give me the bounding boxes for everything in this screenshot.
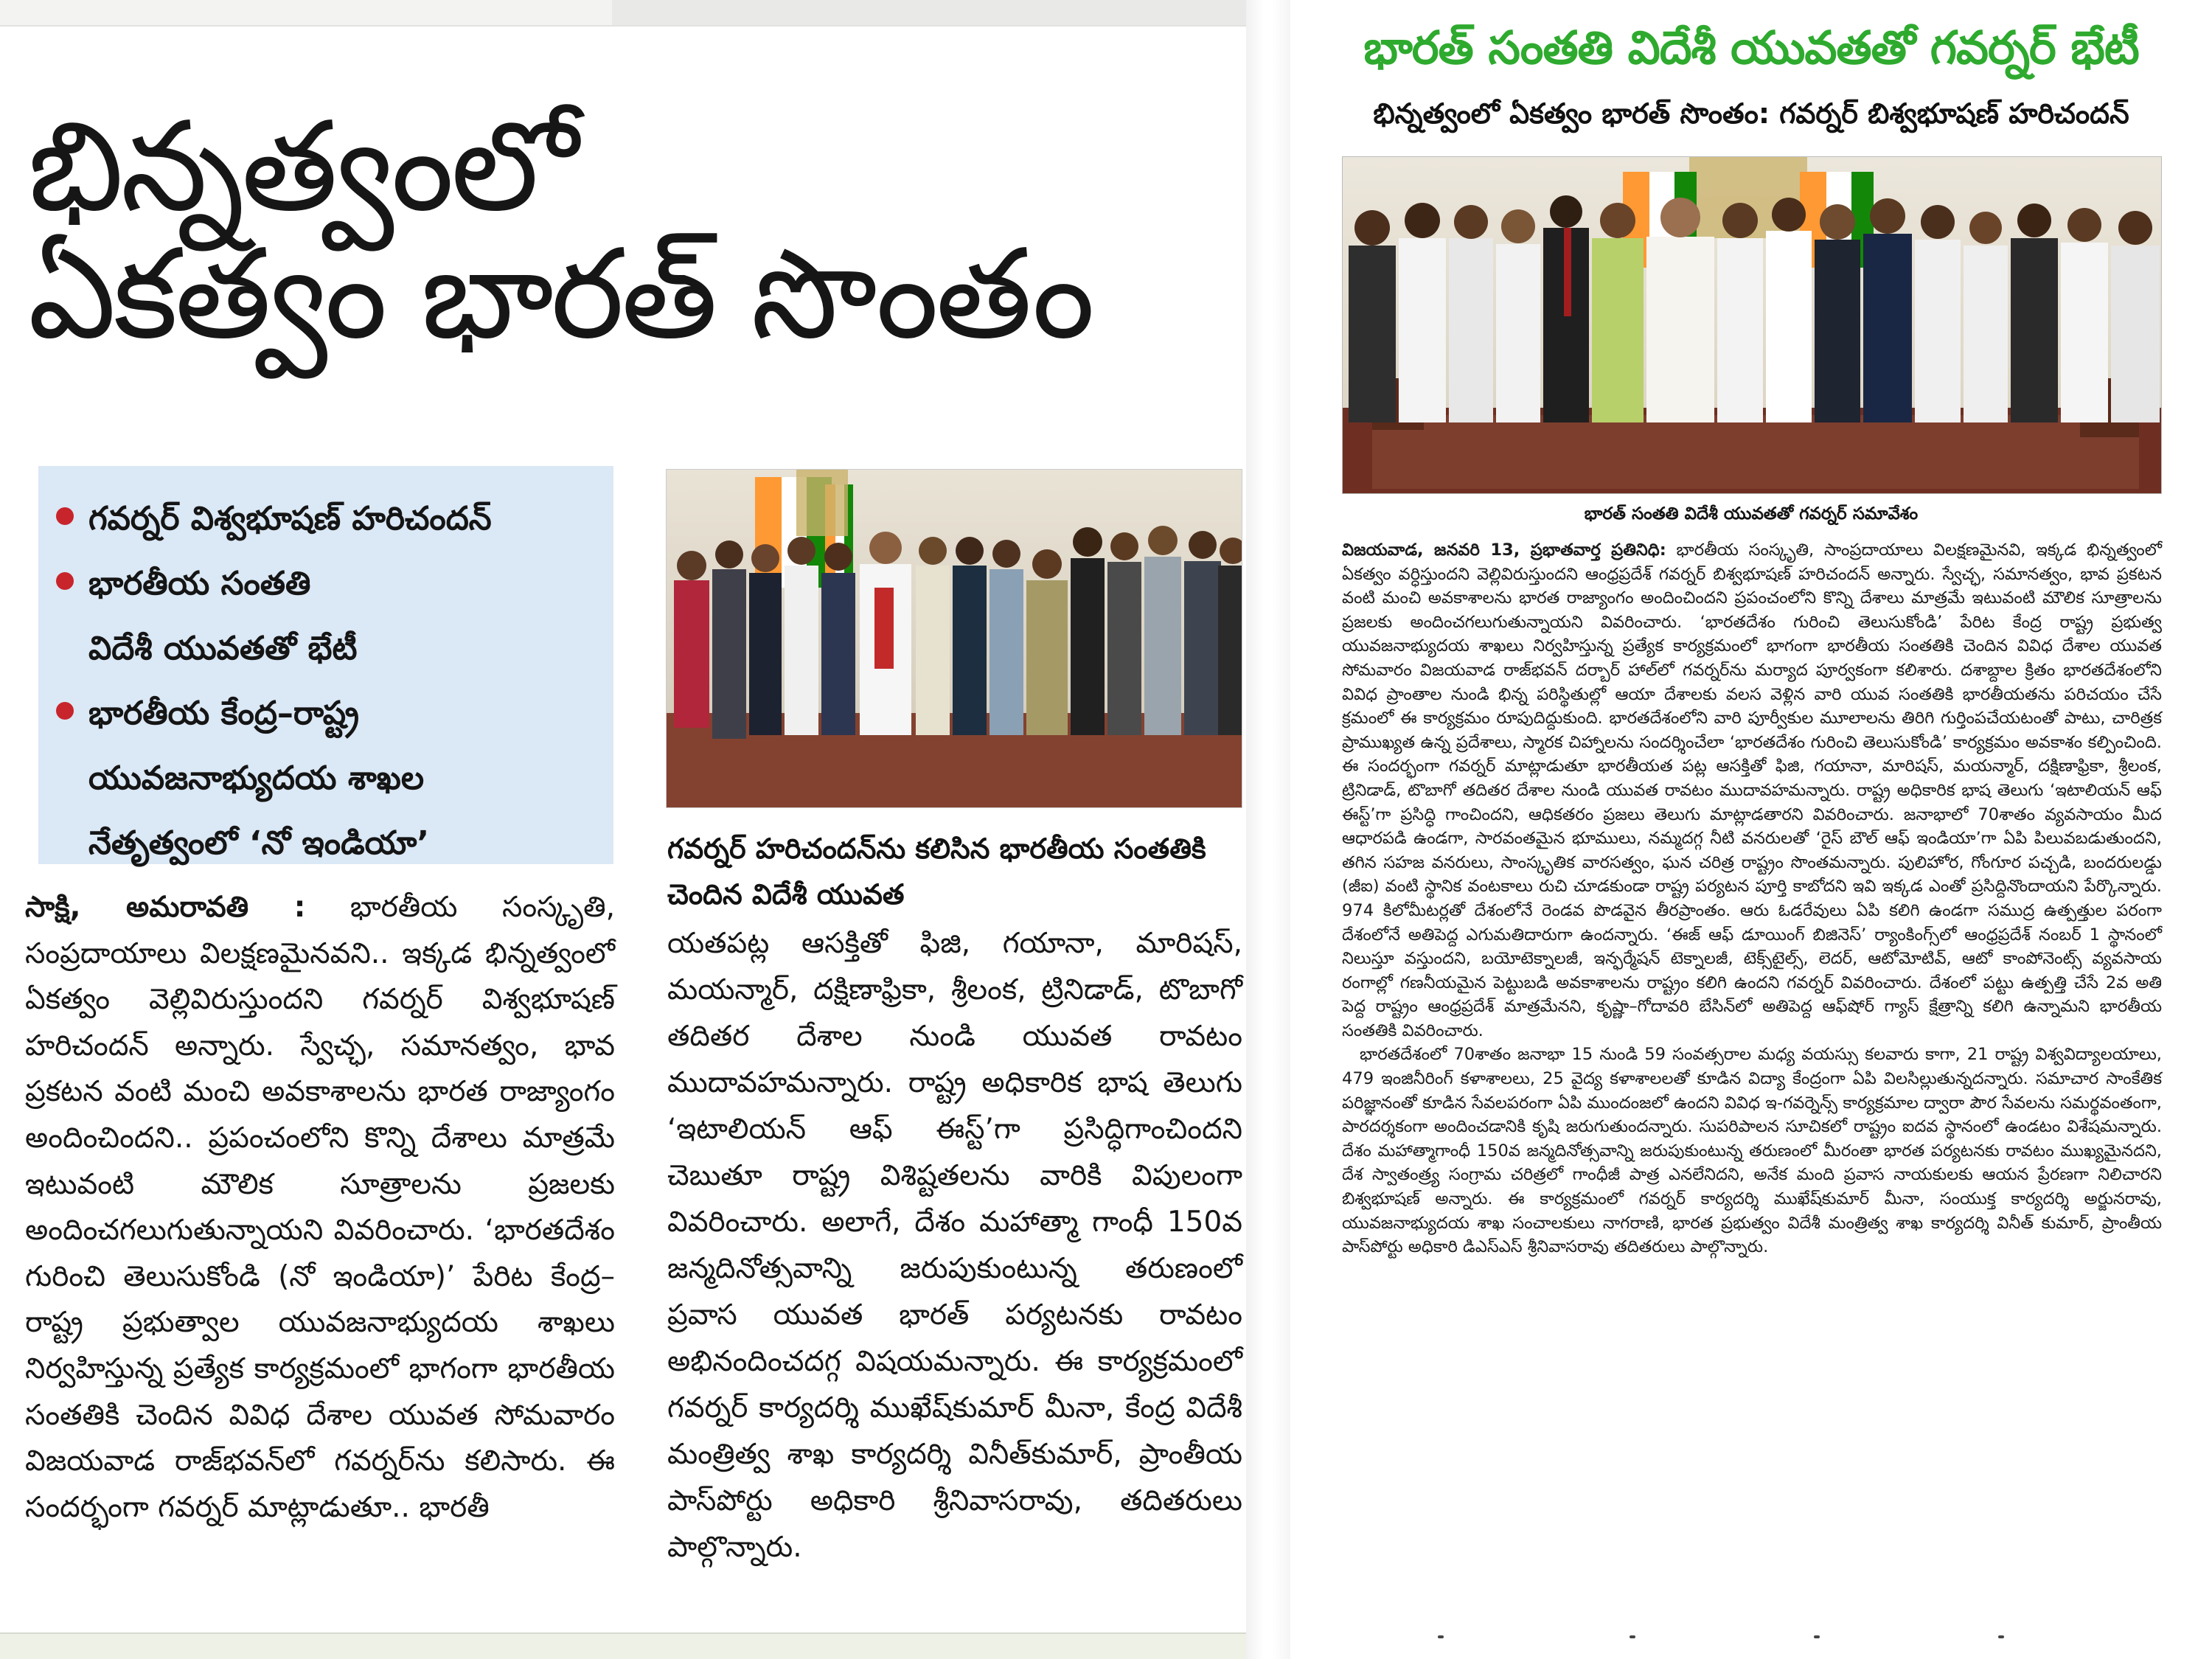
top-page-strip — [0, 0, 1246, 27]
right-photo-caption: భారత్ సంతతి విదేశీ యువతతో గవర్నర్ సమావేశం — [1584, 504, 1919, 524]
left-body-column-2: యతపట్ల ఆసక్తితో ఫిజి, గయానా, మారిషస్, మయన్మార్, దక్షిణాఫ్రికా, శ్రీలంక, ట్రినిడాడ్, టొబాగో తదితర దేశాల నుండి యువత రావటం ముదావహమన్నారు. రాష్ట్ర అధికారిక భాష తెలుగు ‘ఇటాలియన్ ఆఫ్ ఈస్ట్’గా ప్రసిద్ధిగాంచిందని చెబుతూ రాష్ట్ర విశిష్టతలను వారికి విపులంగా వివరించారు. అలాగే, దేశం మహాత్మా గాంధీ 150వ జన్మదినోత్సవాన్ని జరుపుకుంటున్న తరుణంలో ప్రవాస యువత భారత్ పర్యటనకు రావటం అభినందించదగ్గ విషయమన్నారు. ఈ కార్యక్రమంలో గవర్నర్ కార్యదర్శి ముఖేష్‌కుమార్ మీనా, కేంద్ర విదేశీ మంత్రిత్వ శాఖ కార్యదర్శి వినీత్‌కుమార్, ప్రాంతీయ పాస్‌పోర్టు అధికారి శ్రీనివాసరావు, తదితరులు పాల్గొన్నారు. — [667, 927, 1242, 1564]
right-paragraph: విజయవాడ, జనవరి 13, ప్రభాతవార్త ప్రతినిధి: భారతీయ సంస్కృతి, సాంప్రదాయాలు విలక్షణమైనవి, ఇక్కడ భిన్నత్వంలో ఏకత్వం వర్ధిస్తుందని వెల్లివిరుస్తుందని ఆంధ్రప్రదేశ్ గవర్నర్ బిశ్వభూషణ్ హరిచందన్ అన్నారు. స్వేచ్ఛ, సమానత్వం, భావ ప్రకటన వంటి మంచి అవకాశాలను భారత రాజ్యాంగం అందించిందని ప్రపంచంలోని కొన్ని దేశాలు మాత్రమే ఇటువంటి మౌలిక సూత్రాలను ప్రజలకు అందించగలుగుతున్నాయని వివరించారు. ‘భారతదేశం గురించి తెలుసుకోండి’ పేరిట కేంద్ర రాష్ట్ర ప్రభుత్వ యువజనాభ్యుదయ శాఖలు నిర్వహిస్తున్న ప్రత్యేక కార్యక్రమంలో భాగంగా భారతీయ సంతతికి చెందిన వివిధ దేశాల యువత సోమవారం విజయవాడ రాజ్‌భవన్ దర్బార్ హాల్‌లో గవర్నర్‌ను మర్యాద పూర్వకంగా కలిశారు. దశాబ్దాల క్రితం భారతదేశంలోని వివిధ ప్రాంతాల నుండి భిన్న పరిస్థితుల్లో ఆయా దేశాలకు వలస వెళ్లిన వారి యువ సంతతికి భారతీయతను పరిచయం చేసే క్రమంలో ఈ కార్యక్రమం రూపుదిద్దుకుంది. భారతదేశంలోని వారి పూర్వీకుల మూలాలను తిరిగి గుర్తింపచేయటంతో పాటు, చారిత్రక ప్రాముఖ్యత ఉన్న ప్రదేశాలు, స్మారక చిహ్నాలను సందర్శించేలా ‘భారతదేశం గురించి తెలుసుకోండి’ కార్యక్రమం అవకాశం కల్పించింది. ఈ సందర్భంగా గవర్నర్ మాట్లాడుతూ భారతీయత పట్ల ఆసక్తితో ఫిజి, గయానా, మారిషస్, మయన్మార్, దక్షిణాఫ్రికా, శ్రీలంక, ట్రినిడాడ్, టొబాగో తదితర దేశాల నుండి యువత రావటం ముదావహమన్నారు. రాష్ట్ర అధికారిక భాష తెలుగు ‘ఇటాలియన్ ఆఫ్ ఈస్ట్’గా ప్రసిద్ధి గాంచిందని, ఆధికతరం ప్రజలు తెలుగు మాట్లాడతారని వివరించారు. జనాభాలో 70శాతం వ్యవసాయం మీద ఆధారపడి ఉండగా, సారవంతమైన భూములు, నమ్మదగ్గ నీటి వనరులతో ‘రైస్ బౌల్ ఆఫ్ ఇండియా’గా ఏపి పిలువబడుతుందని, తగిన సహజ వనరులు, సాంస్కృతిక వారసత్వం, ఘన చరిత్ర రాష్ట్రం సొంతమన్నారు. పులిహోర, గోంగూర పచ్చడి, బందరులడ్డు (జీఐ) వంటి స్థానిక వంటకాలు రుచి చూడకుండా రాష్ట్ర పర్యటన పూర్తి కాబోదని ఇవి ఇక్కడ ఎంతో ప్రసిద్దినొందాయని పేర్కొన్నారు. 974 కిలోమీటర్లతో దేశంలోనే రెండవ పొడవైన తీరప్రాంతం. ఆరు ఓడరేవులు ఏపి కలిగి ఉండగా సముద్ర ఉత్పత్తుల పరంగా దేశంలోనే అతిపెద్ద ఎగుమతిదారుగా ఉందన్నారు. ‘ఈజ్ ఆఫ్ డూయింగ్ బిజినెస్’ ర్యాంకింగ్స్‌లో ఆంధ్రప్రదేశ్ నంబర్ 1 స్థానంలో నిలుస్తూ వస్తుందని, బయోటెక్నాలజీ, ఇన్ఫర్మేషన్ టెక్నాలజీ, టెక్స్‌టైల్స్, లెదర్, ఆటోమోటివ్, ఆటో కాంపోనెంట్స్ వ్యవసాయ రంగాల్లో గణనీయమైన పెట్టుబడి అవకాశాలను రాష్ట్రం కలిగి ఉందని గవర్నర్ వివరించారు. దేశంలో పట్టు ఉత్పత్తి చేసే 2వ అతి పెద్ద రాష్ట్రం ఆంధ్రప్రదేశ్ మాత్రమేనని, కృష్ణా–గోదావరి బేసిన్‌లో అతిపెద్ద ఆఫ్‌షోర్ గ్యాస్ క్షేత్రాన్ని కలిగి ఉన్నామని భారతీయ సంతతికి వివరించారు. — [1342, 540, 2162, 1040]
bottom-page-strip — [0, 1632, 1246, 1659]
left-photo-caption: గవర్నర్ హరిచందన్‌ను కలిసిన భారతీయ సంతతికి చెందిన విదేశీ యువత — [667, 832, 1206, 911]
left-headline-line-1: భిన్నత్వంలో — [28, 94, 576, 239]
highlight-item: గవర్నర్ విశ్వభూషణ్ హరిచందన్ — [53, 487, 594, 552]
left-dateline: సాక్షి, అమరావతి : — [25, 891, 306, 924]
right-dateline: విజయవాడ, జనవరి 13, ప్రభాతవార్త ప్రతినిధి: — [1342, 540, 1666, 560]
left-headline-line-2: ఏకత్వం భారత్ సొంతం — [28, 222, 1092, 367]
bullet-dot-icon — [56, 572, 74, 590]
clipping-separator — [1246, 0, 1290, 1659]
right-news-clipping — [1290, 0, 2212, 1659]
highlights-box — [38, 466, 613, 864]
right-subheadline: భిన్నత్వంలో ఏకత్వం భారత్ సొంతం: గవర్నర్ బిశ్వభూషణ్ హరిచందన్ — [1373, 97, 2129, 130]
left-body-text-1: భారతీయ సంస్కృతి, సంప్రదాయాలు విలక్షణమైనవని.. ఇక్కడ భిన్నత్వంలో ఏకత్వం వెల్లివిరుస్తుందని గవర్నర్ విశ్వభూషణ్ హరిచందన్ అన్నారు. స్వేచ్ఛ, సమానత్వం, భావ ప్రకటన వంటి మంచి అవకాశాలను భారత రాజ్యాంగం అందించిందని.. ప్రపంచంలోని కొన్ని దేశాలు మాత్రమే ఇటువంటి మౌలిక సూత్రాలను ప్రజలకు అందించగలుగుతున్నాయని వివరించారు. ‘భారతదేశం గురించి తెలుసుకోండి (నో ఇండియా)’ పేరిట కేంద్ర–రాష్ట్ర ప్రభుత్వాల యువజనాభ్యుదయ శాఖలు నిర్వహిస్తున్న ప్రత్యేక కార్యక్రమంలో భాగంగా భారతీయ సంతతికి చెందిన వివిధ దేశాల యువత సోమవారం విజయవాడ రాజ్‌భవన్‌లో గవర్నర్‌ను కలిసారు. ఈ సందర్భంగా గవర్నర్ మాట్లాడుతూ.. భారతీ — [25, 891, 615, 1524]
right-article-body — [1342, 538, 2162, 1259]
left-headline — [28, 94, 1237, 367]
bullet-dot-icon — [56, 702, 74, 720]
bullet-dot-icon — [56, 507, 74, 525]
highlight-item: భారతీయ కేంద్ర–రాష్ట్ర యువజనాభ్యుదయ శాఖల నేతృత్వంలో ‘నో ఇండియా’ — [53, 681, 594, 876]
left-group-photo — [666, 469, 1242, 808]
highlight-item: భారతీయ సంతతి విదేశీ యువతతో భేటీ — [53, 552, 594, 681]
right-group-photo — [1342, 156, 2162, 494]
right-paragraph: భారతదేశంలో 70శాతం జనాభా 15 నుండి 59 సంవత్సరాల మధ్య వయస్సు కలవారు కాగా, 21 రాష్ట్ర విశ్వవిద్యాలయాలు, 479 ఇంజినీరింగ్ కళాశాలలు, 25 వైద్య కళాశాలలతో కూడిన విద్యా కేంద్రంగా ఏపి విలసిల్లుతున్నదన్నారు. సమాచార సాంకేతిక పరిజ్ఞానంతో కూడిన సేవలపరంగా ఏపి ముందంజలో ఉందని వివిధ ఇ-గవర్నెన్స్ కార్యక్రమాల ద్వారా పౌర సేవలను సమర్థవంతంగా, పారదర్శకంగా అందించడానికి కృషి జరుగుతుందన్నారు. సుపరిపాలన సూచికలో రాష్ట్రం ఐదవ స్థానంలో ఉండటం విశేషమన్నారు. దేశం మహాత్మాగాంధీ 150వ జన్మదినోత్సవాన్ని జరుపుకుంటున్న తరుణంలో మీరంతా భారత పర్యటనకు రావటం ముఖ్యమైనదని, దేశ స్వాతంత్ర్య సంగ్రామ చరిత్రలో గాంధీజీ పాత్ర ఎనలేనిదని, అనేక మంది ప్రవాస నాయకులకు ఆయన ప్రేరణగా నిలిచారని బిశ్వభూషణ్ అన్నారు. ఈ కార్యక్రమంలో గవర్నర్ కార్యదర్శి ముఖేష్‌కుమార్ మీనా, సంయుక్త కార్యదర్శి అర్జునరావు, యువజనాభ్యుదయ శాఖ సంచాలకులు నాగరాణి, భారత ప్రభుత్వం విదేశీ మంత్రిత్వ శాఖ కార్యదర్శి వినీత్ కుమార్, ప్రాంతీయ పాస్‌పోర్టు అధికారి డిఎస్ఎస్ శ్రీనివాసరావు తదితరులు పాల్గొన్నారు. — [1342, 1045, 2162, 1257]
left-body-column-1 — [25, 885, 615, 1531]
right-headline: భారత్ సంతతి విదేశీ యువతతో గవర్నర్ భేటీ — [1363, 21, 2139, 74]
right-footer-marks — [1342, 1628, 2162, 1646]
